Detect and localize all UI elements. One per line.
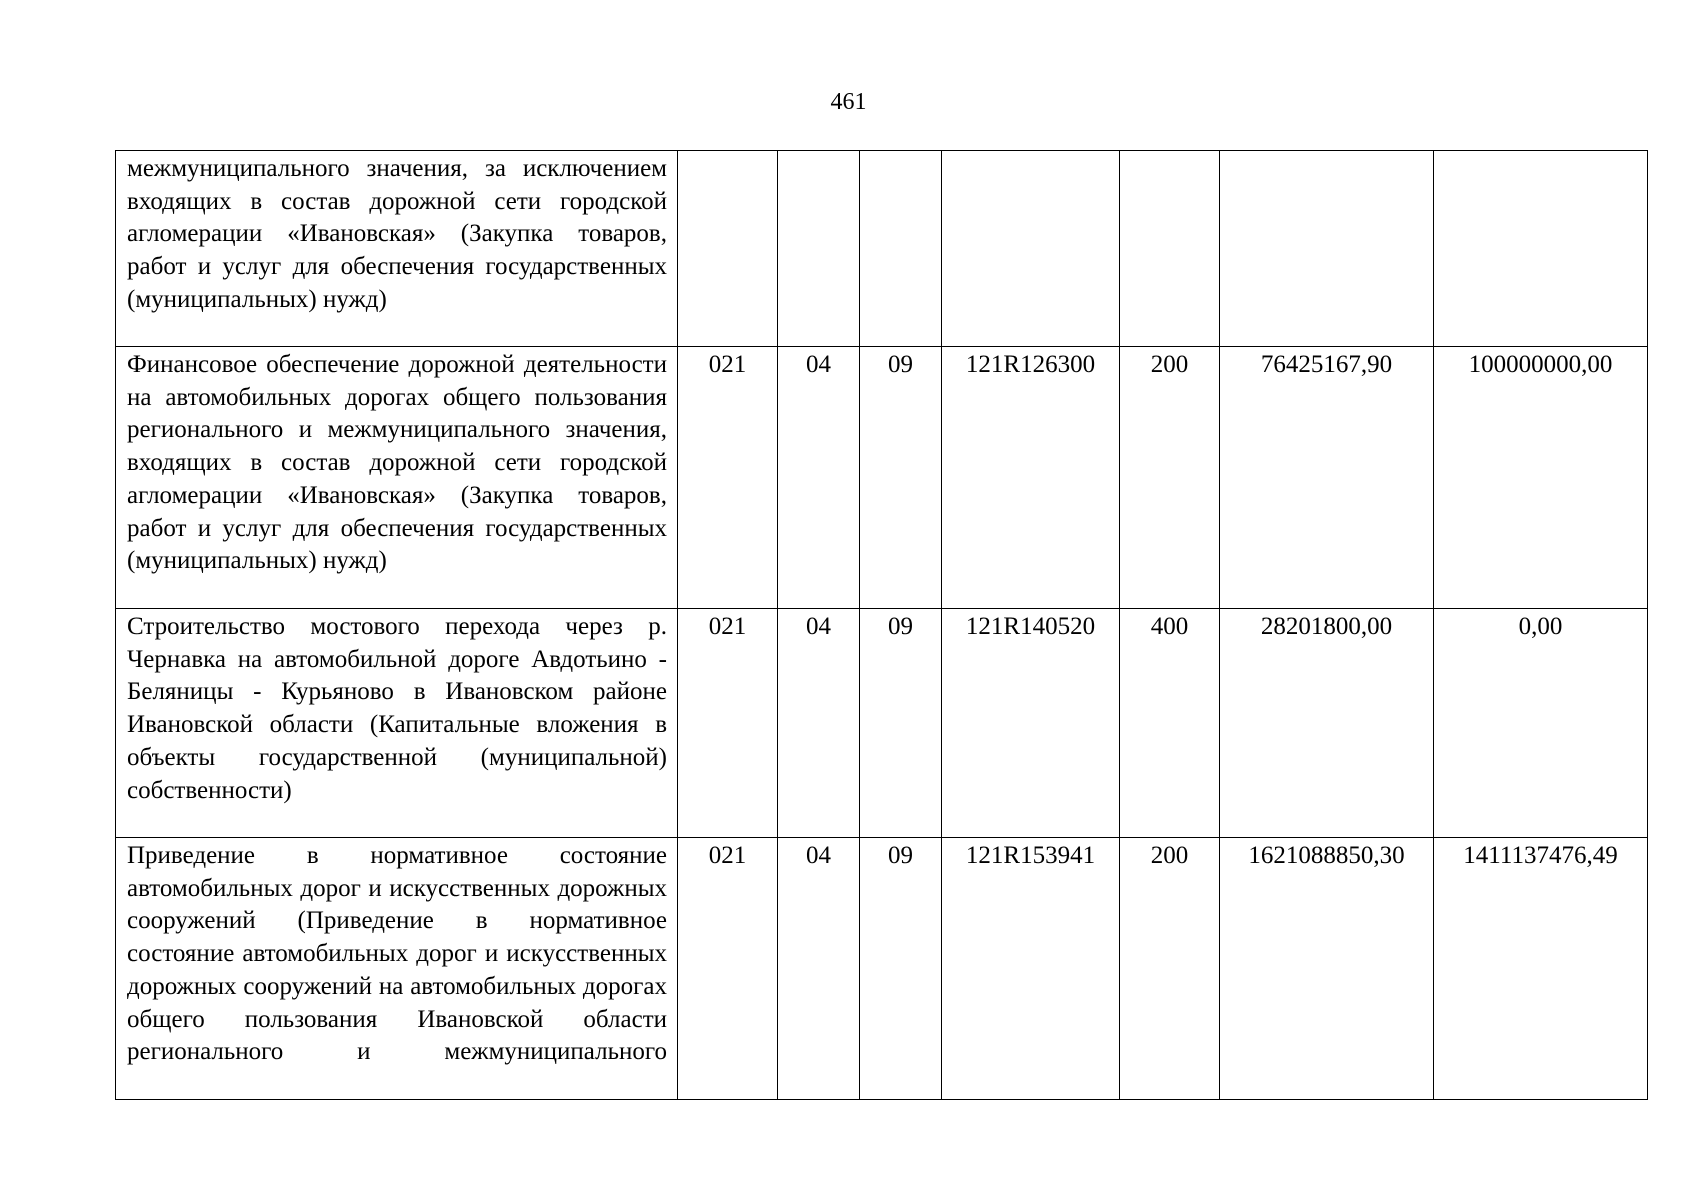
row-amount2: 0,00 (1434, 609, 1648, 838)
row-amount1: 1621088850,30 (1220, 838, 1434, 1100)
row-type (1120, 151, 1220, 347)
row-code1 (678, 151, 778, 347)
table-row (116, 347, 1648, 609)
row-target: 121R153941 (942, 838, 1120, 1100)
row-target: 121R126300 (942, 347, 1120, 609)
budget-table (115, 150, 1648, 1100)
row-code2 (778, 151, 860, 347)
row-description: Строительство мостового перехода через р. Чернавка на автомобильной дороге Авдотьино - Беляницы - Курьяново в Ивановском районе Ивановской области (Капитальные вложения в объекты государственной (муниципальной) собственности) (116, 609, 678, 838)
row-type: 400 (1120, 609, 1220, 838)
row-code2: 04 (778, 609, 860, 838)
table-row (116, 838, 1648, 1100)
row-amount2 (1434, 151, 1648, 347)
row-type: 200 (1120, 838, 1220, 1100)
row-code1: 021 (678, 347, 778, 609)
row-code3: 09 (860, 838, 942, 1100)
row-target: 121R140520 (942, 609, 1120, 838)
row-code1: 021 (678, 838, 778, 1100)
row-amount2: 100000000,00 (1434, 347, 1648, 609)
row-code3: 09 (860, 347, 942, 609)
row-target (942, 151, 1120, 347)
row-description: межмуниципального значения, за исключением входящих в состав дорожной сети городской агломерации «Ивановская» (Закупка товаров, работ и услуг для обеспечения государственных (муниципальных) нужд) (116, 151, 678, 347)
row-amount2: 1411137476,49 (1434, 838, 1648, 1100)
row-code2: 04 (778, 347, 860, 609)
row-amount1: 28201800,00 (1220, 609, 1434, 838)
row-amount1: 76425167,90 (1220, 347, 1434, 609)
row-description: Финансовое обеспечение дорожной деятельности на автомобильных дорогах общего пользования регионального и межмуниципального значения, входящих в состав дорожной сети городской агломерации «Ивановская» (Закупка товаров, работ и услуг для обеспечения государственных (муниципальных) нужд) (116, 347, 678, 609)
page-number: 461 (830, 89, 867, 115)
row-description: Приведение в нормативное состояние автомобильных дорог и искусственных дорожных сооружений (Приведение в нормативное состояние автомобильных дорог и искусственных дорожных сооружений на автомобильных дорогах общего пользования Ивановской области регионального и межмуниципального (116, 838, 678, 1100)
row-code3: 09 (860, 609, 942, 838)
row-code1: 021 (678, 609, 778, 838)
table-row (116, 609, 1648, 838)
row-type: 200 (1120, 347, 1220, 609)
table-row (116, 151, 1648, 347)
row-code2: 04 (778, 838, 860, 1100)
row-code3 (860, 151, 942, 347)
row-amount1 (1220, 151, 1434, 347)
